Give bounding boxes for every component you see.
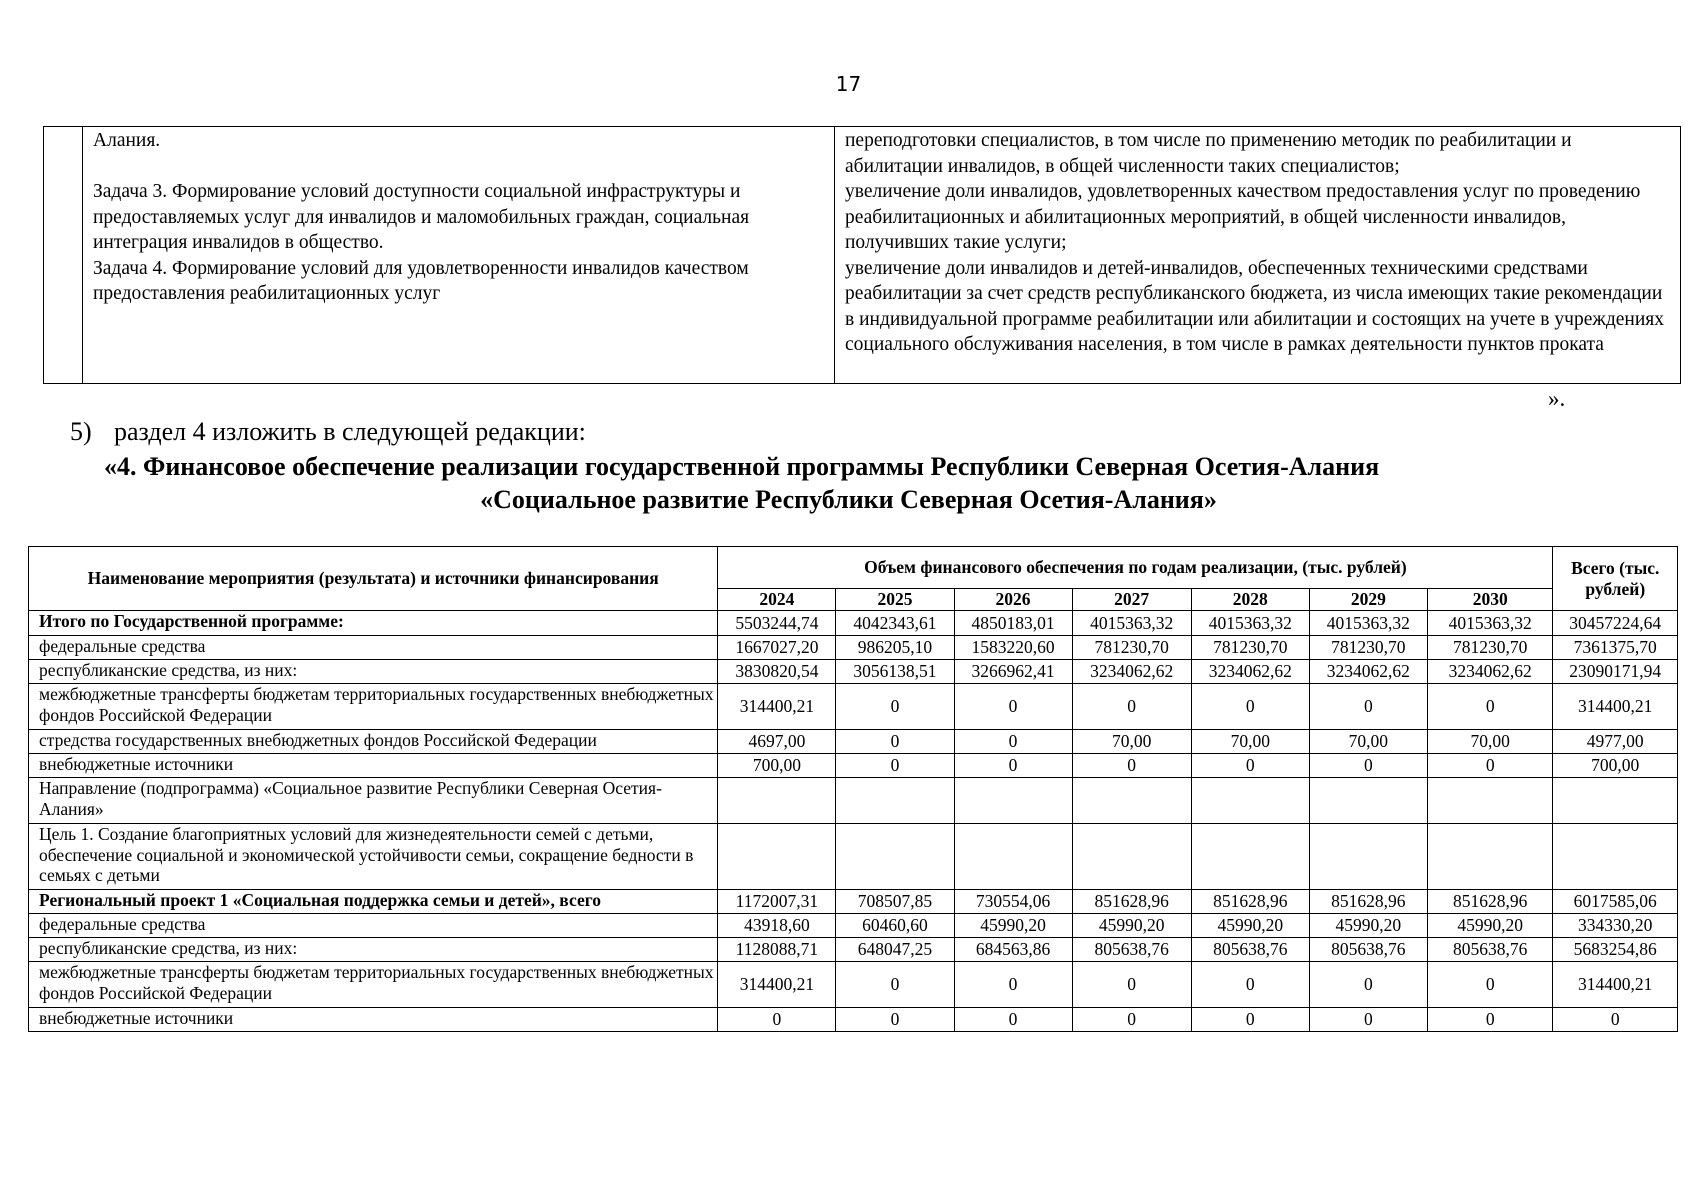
tasks-cell — [83, 127, 835, 384]
row-year-value: 0 — [1191, 962, 1309, 1008]
row-year-value — [1072, 778, 1191, 824]
row-year-value: 781230,70 — [1309, 636, 1427, 660]
row-name: Региональный проект 1 «Социальная поддержка семьи и детей», всего — [29, 890, 718, 914]
row-total-value — [1553, 778, 1678, 824]
row-year-value: 45990,20 — [1309, 914, 1427, 938]
row-total-value: 6017585,06 — [1553, 890, 1678, 914]
section-title-line-2: «Социальное развитие Республики Северная Осетия-Алания» — [480, 485, 1217, 514]
row-year-value: 851628,96 — [1072, 890, 1191, 914]
table-row — [29, 778, 1678, 824]
blank-line — [93, 154, 824, 180]
row-year-value: 986205,10 — [836, 636, 954, 660]
row-year-value: 45990,20 — [1072, 914, 1191, 938]
row-year-value: 0 — [836, 684, 954, 730]
row-year-value: 0 — [836, 962, 954, 1008]
row-year-value: 851628,96 — [1427, 890, 1553, 914]
row-year-value: 805638,76 — [1309, 938, 1427, 962]
table-row — [29, 754, 1678, 778]
goals-row — [44, 127, 1681, 384]
row-year-value — [1309, 778, 1427, 824]
row-year-value: 781230,70 — [1191, 636, 1309, 660]
row-year-value: 0 — [954, 962, 1072, 1008]
row-total-value: 314400,21 — [1553, 684, 1678, 730]
row-year-value: 730554,06 — [954, 890, 1072, 914]
row-year-value — [836, 778, 954, 824]
row-total-value: 7361375,70 — [1553, 636, 1678, 660]
indicators-cell — [835, 127, 1681, 384]
row-year-value: 5503244,74 — [718, 611, 836, 636]
row-year-value: 3234062,62 — [1309, 660, 1427, 684]
row-year-value: 1667027,20 — [718, 636, 836, 660]
row-year-value: 0 — [954, 754, 1072, 778]
row-year-value: 0 — [1072, 684, 1191, 730]
row-year-value: 851628,96 — [1309, 890, 1427, 914]
row-year-value: 3234062,62 — [1072, 660, 1191, 684]
header-year: 2028 — [1191, 589, 1309, 611]
table-row — [29, 660, 1678, 684]
row-year-value: 0 — [1309, 1008, 1427, 1032]
row-year-value: 805638,76 — [1072, 938, 1191, 962]
row-year-value: 0 — [954, 684, 1072, 730]
row-name: Цель 1. Создание благоприятных условий для жизнедеятельности семей с детьми, обеспечение социальной и экономической устойчивости семьи, сокращение бедности в семьях с детьми — [29, 824, 718, 890]
row-year-value — [1191, 824, 1309, 890]
row-year-value: 0 — [1309, 754, 1427, 778]
row-year-value — [1309, 824, 1427, 890]
row-total-value: 30457224,64 — [1553, 611, 1678, 636]
empty-cell — [44, 127, 83, 384]
row-name: федеральные средства — [29, 636, 718, 660]
row-year-value: 0 — [1427, 1008, 1553, 1032]
goals-continuation-table — [43, 126, 1681, 384]
table-row — [29, 1008, 1678, 1032]
row-year-value: 684563,86 — [954, 938, 1072, 962]
header-year: 2030 — [1427, 589, 1553, 611]
row-year-value — [1072, 824, 1191, 890]
row-year-value: 4015363,32 — [1072, 611, 1191, 636]
amendment-text: раздел 4 изложить в следующей редакции: — [114, 417, 586, 446]
table-row — [29, 824, 1678, 890]
row-year-value: 4015363,32 — [1427, 611, 1553, 636]
row-name: республиканские средства, из них: — [29, 660, 718, 684]
header-year: 2027 — [1072, 589, 1191, 611]
row-year-value: 0 — [1072, 754, 1191, 778]
row-name: республиканские средства, из них: — [29, 938, 718, 962]
table-row — [29, 914, 1678, 938]
row-year-value: 45990,20 — [1427, 914, 1553, 938]
row-year-value: 70,00 — [1072, 730, 1191, 754]
header-year: 2026 — [954, 589, 1072, 611]
row-year-value: 0 — [954, 730, 1072, 754]
row-year-value: 4042343,61 — [836, 611, 954, 636]
row-total-value: 5683254,86 — [1553, 938, 1678, 962]
closing-quote: ». — [1548, 386, 1566, 411]
row-total-value: 23090171,94 — [1553, 660, 1678, 684]
row-year-value: 4850183,01 — [954, 611, 1072, 636]
row-year-value: 70,00 — [1427, 730, 1553, 754]
section-title-line-1: «4. Финансовое обеспечение реализации государственной программы Республики Северная Осетия-Алания — [104, 452, 1380, 481]
table-row — [29, 730, 1678, 754]
row-year-value: 1583220,60 — [954, 636, 1072, 660]
row-year-value: 700,00 — [718, 754, 836, 778]
amendment-item — [70, 417, 586, 447]
page-number: 17 — [835, 72, 862, 96]
row-year-value: 0 — [1191, 754, 1309, 778]
row-year-value: 3234062,62 — [1427, 660, 1553, 684]
row-year-value: 781230,70 — [1072, 636, 1191, 660]
row-year-value: 0 — [1072, 1008, 1191, 1032]
row-year-value — [1191, 778, 1309, 824]
row-year-value — [1427, 824, 1553, 890]
row-year-value: 70,00 — [1191, 730, 1309, 754]
row-year-value: 781230,70 — [1427, 636, 1553, 660]
row-year-value: 648047,25 — [836, 938, 954, 962]
row-year-value: 0 — [836, 754, 954, 778]
row-year-value — [718, 778, 836, 824]
row-name: межбюджетные трансферты бюджетам территориальных государственных внебюджетных фондов Российской Федерации — [29, 684, 718, 730]
header-year: 2024 — [718, 589, 836, 611]
row-name: стредства государственных внебюджетных фондов Российской Федерации — [29, 730, 718, 754]
amendment-number: 5) — [70, 417, 92, 446]
table-row — [29, 938, 1678, 962]
task-text: Задача 4. Формирование условий для удовлетворенности инвалидов качеством предоставления реабилитационных услуг — [93, 257, 749, 304]
row-year-value — [836, 824, 954, 890]
indicator-text: увеличение доли инвалидов и детей-инвалидов, обеспеченных техническими средствами реабилитации за счет средств республиканского бюджета, из числа имеющих такие рекомендации в индивидуальной программе реабилитации или абилитации и состоящих на учете в учреждениях социального обслуживания населения, в том числе в рамках деятельности пунктов проката — [845, 257, 1664, 355]
row-year-value: 0 — [1191, 684, 1309, 730]
row-year-value: 0 — [1309, 962, 1427, 1008]
indicator-text: переподготовки специалистов, в том числе по применению методик по реабилитации и абилитации инвалидов, в общей численности таких специалистов; — [845, 130, 1572, 177]
task-text: Задача 3. Формирование условий доступности социальной инфраструктуры и предоставляемых услуг для инвалидов и маломобильных граждан, социальная интеграция инвалидов в общество. — [93, 181, 750, 253]
table-row — [29, 636, 1678, 660]
header-name-column: Наименование мероприятия (результата) и источники финансирования — [29, 547, 718, 611]
row-year-value: 851628,96 — [1191, 890, 1309, 914]
row-year-value: 0 — [718, 1008, 836, 1032]
finance-table — [28, 546, 1678, 1032]
row-year-value — [1427, 778, 1553, 824]
row-year-value: 45990,20 — [954, 914, 1072, 938]
row-year-value: 4697,00 — [718, 730, 836, 754]
row-year-value — [718, 824, 836, 890]
row-year-value: 60460,60 — [836, 914, 954, 938]
row-total-value: 334330,20 — [1553, 914, 1678, 938]
row-year-value: 0 — [836, 1008, 954, 1032]
row-year-value: 45990,20 — [1191, 914, 1309, 938]
row-year-value: 0 — [1072, 962, 1191, 1008]
row-year-value — [954, 824, 1072, 890]
row-name: межбюджетные трансферты бюджетам территориальных государственных внебюджетных фондов Российской Федерации — [29, 962, 718, 1008]
header-year: 2025 — [836, 589, 954, 611]
row-year-value: 314400,21 — [718, 684, 836, 730]
row-name: федеральные средства — [29, 914, 718, 938]
row-total-value — [1553, 824, 1678, 890]
row-year-value: 3266962,41 — [954, 660, 1072, 684]
row-year-value: 70,00 — [1309, 730, 1427, 754]
row-total-value: 314400,21 — [1553, 962, 1678, 1008]
table-row — [29, 611, 1678, 636]
row-year-value: 3830820,54 — [718, 660, 836, 684]
row-year-value: 0 — [836, 730, 954, 754]
row-total-value: 0 — [1553, 1008, 1678, 1032]
row-year-value: 0 — [1427, 962, 1553, 1008]
table-row — [29, 890, 1678, 914]
row-year-value: 3234062,62 — [1191, 660, 1309, 684]
row-year-value: 805638,76 — [1427, 938, 1553, 962]
row-year-value: 0 — [1427, 754, 1553, 778]
table-row — [29, 962, 1678, 1008]
row-year-value: 708507,85 — [836, 890, 954, 914]
finance-table-body — [29, 611, 1678, 1032]
row-total-value: 700,00 — [1553, 754, 1678, 778]
table-row — [29, 684, 1678, 730]
row-year-value: 3056138,51 — [836, 660, 954, 684]
indicator-text: увеличение доли инвалидов, удовлетворенных качеством предоставления услуг по проведению реабилитационных и абилитационных мероприятий, в общей численности инвалидов, получивших такие услуги; — [845, 181, 1641, 253]
header-row — [29, 547, 1678, 589]
row-year-value: 4015363,32 — [1309, 611, 1427, 636]
row-name: внебюджетные источники — [29, 1008, 718, 1032]
header-years-group: Объем финансового обеспечения по годам реализации, (тыс. рублей) — [718, 547, 1553, 589]
row-year-value: 1128088,71 — [718, 938, 836, 962]
row-name: Итого по Государственной программе: — [29, 611, 718, 636]
row-year-value: 1172007,31 — [718, 890, 836, 914]
row-total-value: 4977,00 — [1553, 730, 1678, 754]
row-name: Направление (подпрограмма) «Социальное развитие Республики Северная Осетия-Алания» — [29, 778, 718, 824]
row-year-value: 0 — [1309, 684, 1427, 730]
task-text: Алания. — [93, 130, 161, 151]
row-year-value: 4015363,32 — [1191, 611, 1309, 636]
row-name: внебюджетные источники — [29, 754, 718, 778]
row-year-value: 0 — [954, 1008, 1072, 1032]
row-year-value: 0 — [1191, 1008, 1309, 1032]
row-year-value — [954, 778, 1072, 824]
row-year-value: 314400,21 — [718, 962, 836, 1008]
row-year-value: 43918,60 — [718, 914, 836, 938]
header-year: 2029 — [1309, 589, 1427, 611]
header-total: Всего (тыс. рублей) — [1553, 547, 1678, 611]
row-year-value: 0 — [1427, 684, 1553, 730]
row-year-value: 805638,76 — [1191, 938, 1309, 962]
